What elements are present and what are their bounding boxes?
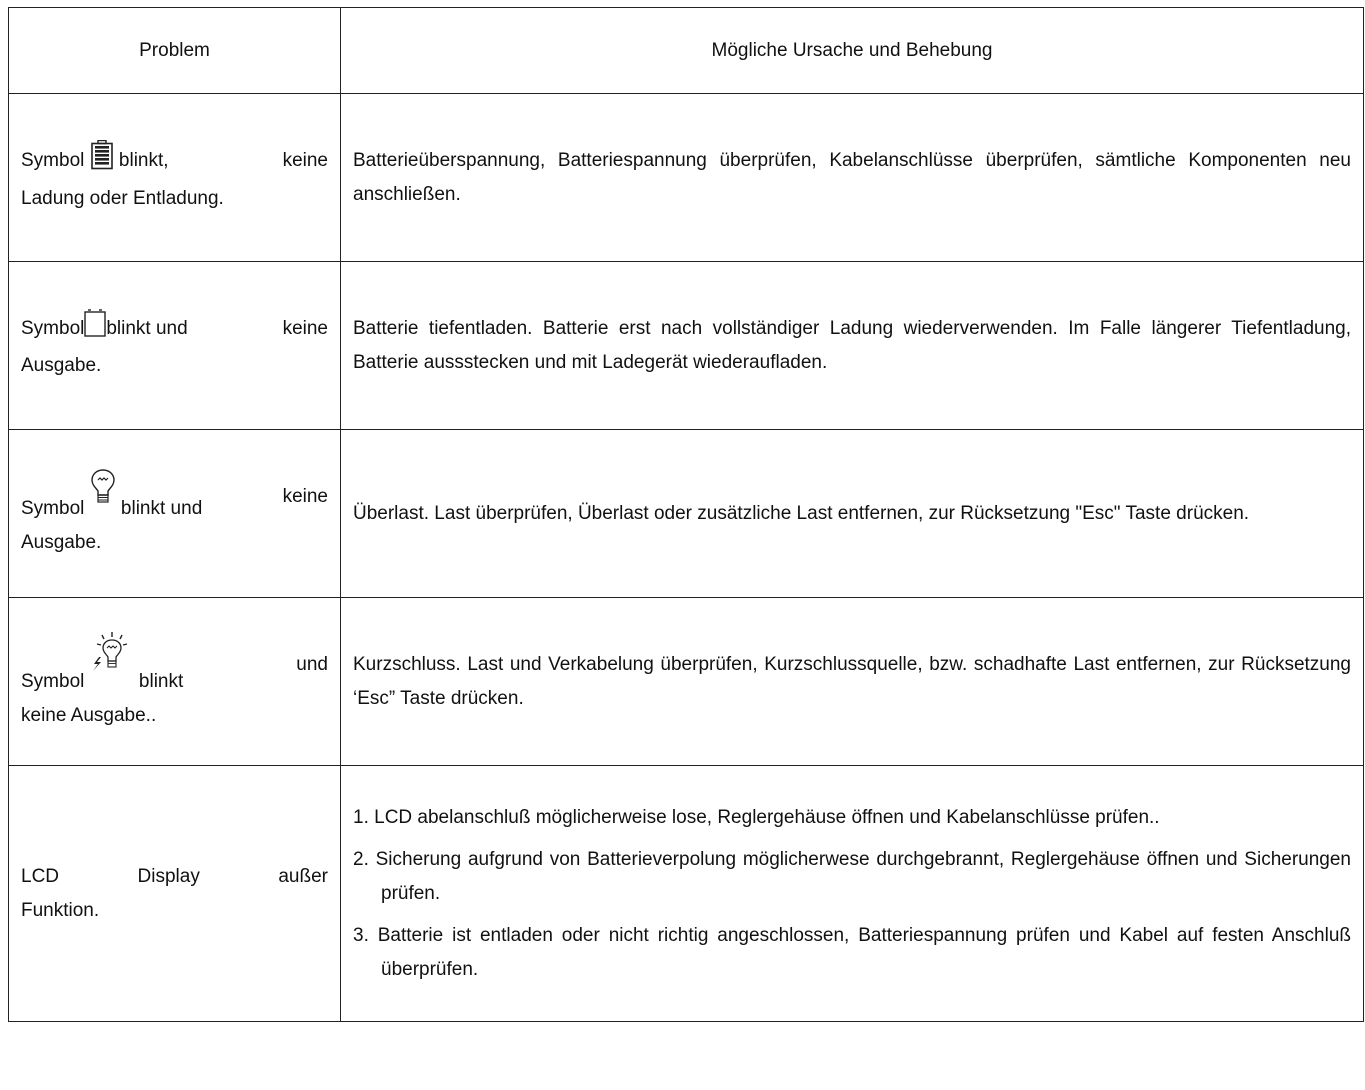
- table-row: [9, 430, 1364, 598]
- cause-cell: Batterieüberspannung, Batteriespannung überprüfen, Kabelanschlüsse überprüfen, sämtliche Komponenten neu anschließen.: [341, 94, 1364, 262]
- table-header-row: [9, 8, 1364, 94]
- battery-empty-icon: [84, 309, 106, 349]
- cause-cell: Batterie tiefentladen. Batterie erst nach vollständiger Ladung wiederverwenden. Im Falle längerer Tiefentladung, Batterie aussstecken und mit Ladegerät wiederaufladen.: [341, 262, 1364, 430]
- table-row: [9, 262, 1364, 430]
- header-cause: Mögliche Ursache und Behebung: [341, 8, 1364, 94]
- battery-full-icon: [90, 140, 114, 182]
- lightbulb-icon: [90, 468, 116, 516]
- problem-cell: Symbol blinkt, keine Ladung oder Entladung.: [9, 94, 341, 262]
- troubleshooting-table: [8, 7, 1364, 1022]
- cause-cell: Überlast. Last überprüfen, Überlast oder zusätzliche Last entfernen, zur Rücksetzung "Esc" Taste drücken.: [341, 430, 1364, 598]
- problem-cell: Symbol blinkt und keine Ausgabe.: [9, 262, 341, 430]
- cause-item: 1. LCD abelanschluß möglicherweise lose, Reglergehäuse öffnen und Kabelanschlüsse prüfen..: [353, 806, 1160, 828]
- header-problem: Problem: [9, 8, 341, 94]
- cause-cell: [341, 766, 1364, 1022]
- cause-item: 2. Sicherung aufgrund von Batterieverpolung möglicherwese durchgebrannt, Reglergehäuse öffnen und Sicherungen prüfen.: [353, 848, 1351, 904]
- problem-cell: Symbol blinkt und keine Ausgabe..: [9, 598, 341, 766]
- table-row: [9, 94, 1364, 262]
- cause-cell: Kurzschluss. Last und Verkabelung überprüfen, Kurzschlussquelle, bzw. schadhafte Last entfernen, zur Rücksetzung ‘Esc” Taste drücken.: [341, 598, 1364, 766]
- table-row: [9, 766, 1364, 1022]
- table-row: [9, 598, 1364, 766]
- lightbulb-shortcircuit-icon: [90, 631, 134, 689]
- cause-item: 3. Batterie ist entladen oder nicht richtig angeschlossen, Batteriespannung prüfen und Kabel auf festen Anschluß überprüfen.: [353, 924, 1351, 980]
- problem-cell: Symbol blinkt und keine Ausgabe.: [9, 430, 341, 598]
- problem-cell: LCD Display außer Funktion.: [9, 766, 341, 1022]
